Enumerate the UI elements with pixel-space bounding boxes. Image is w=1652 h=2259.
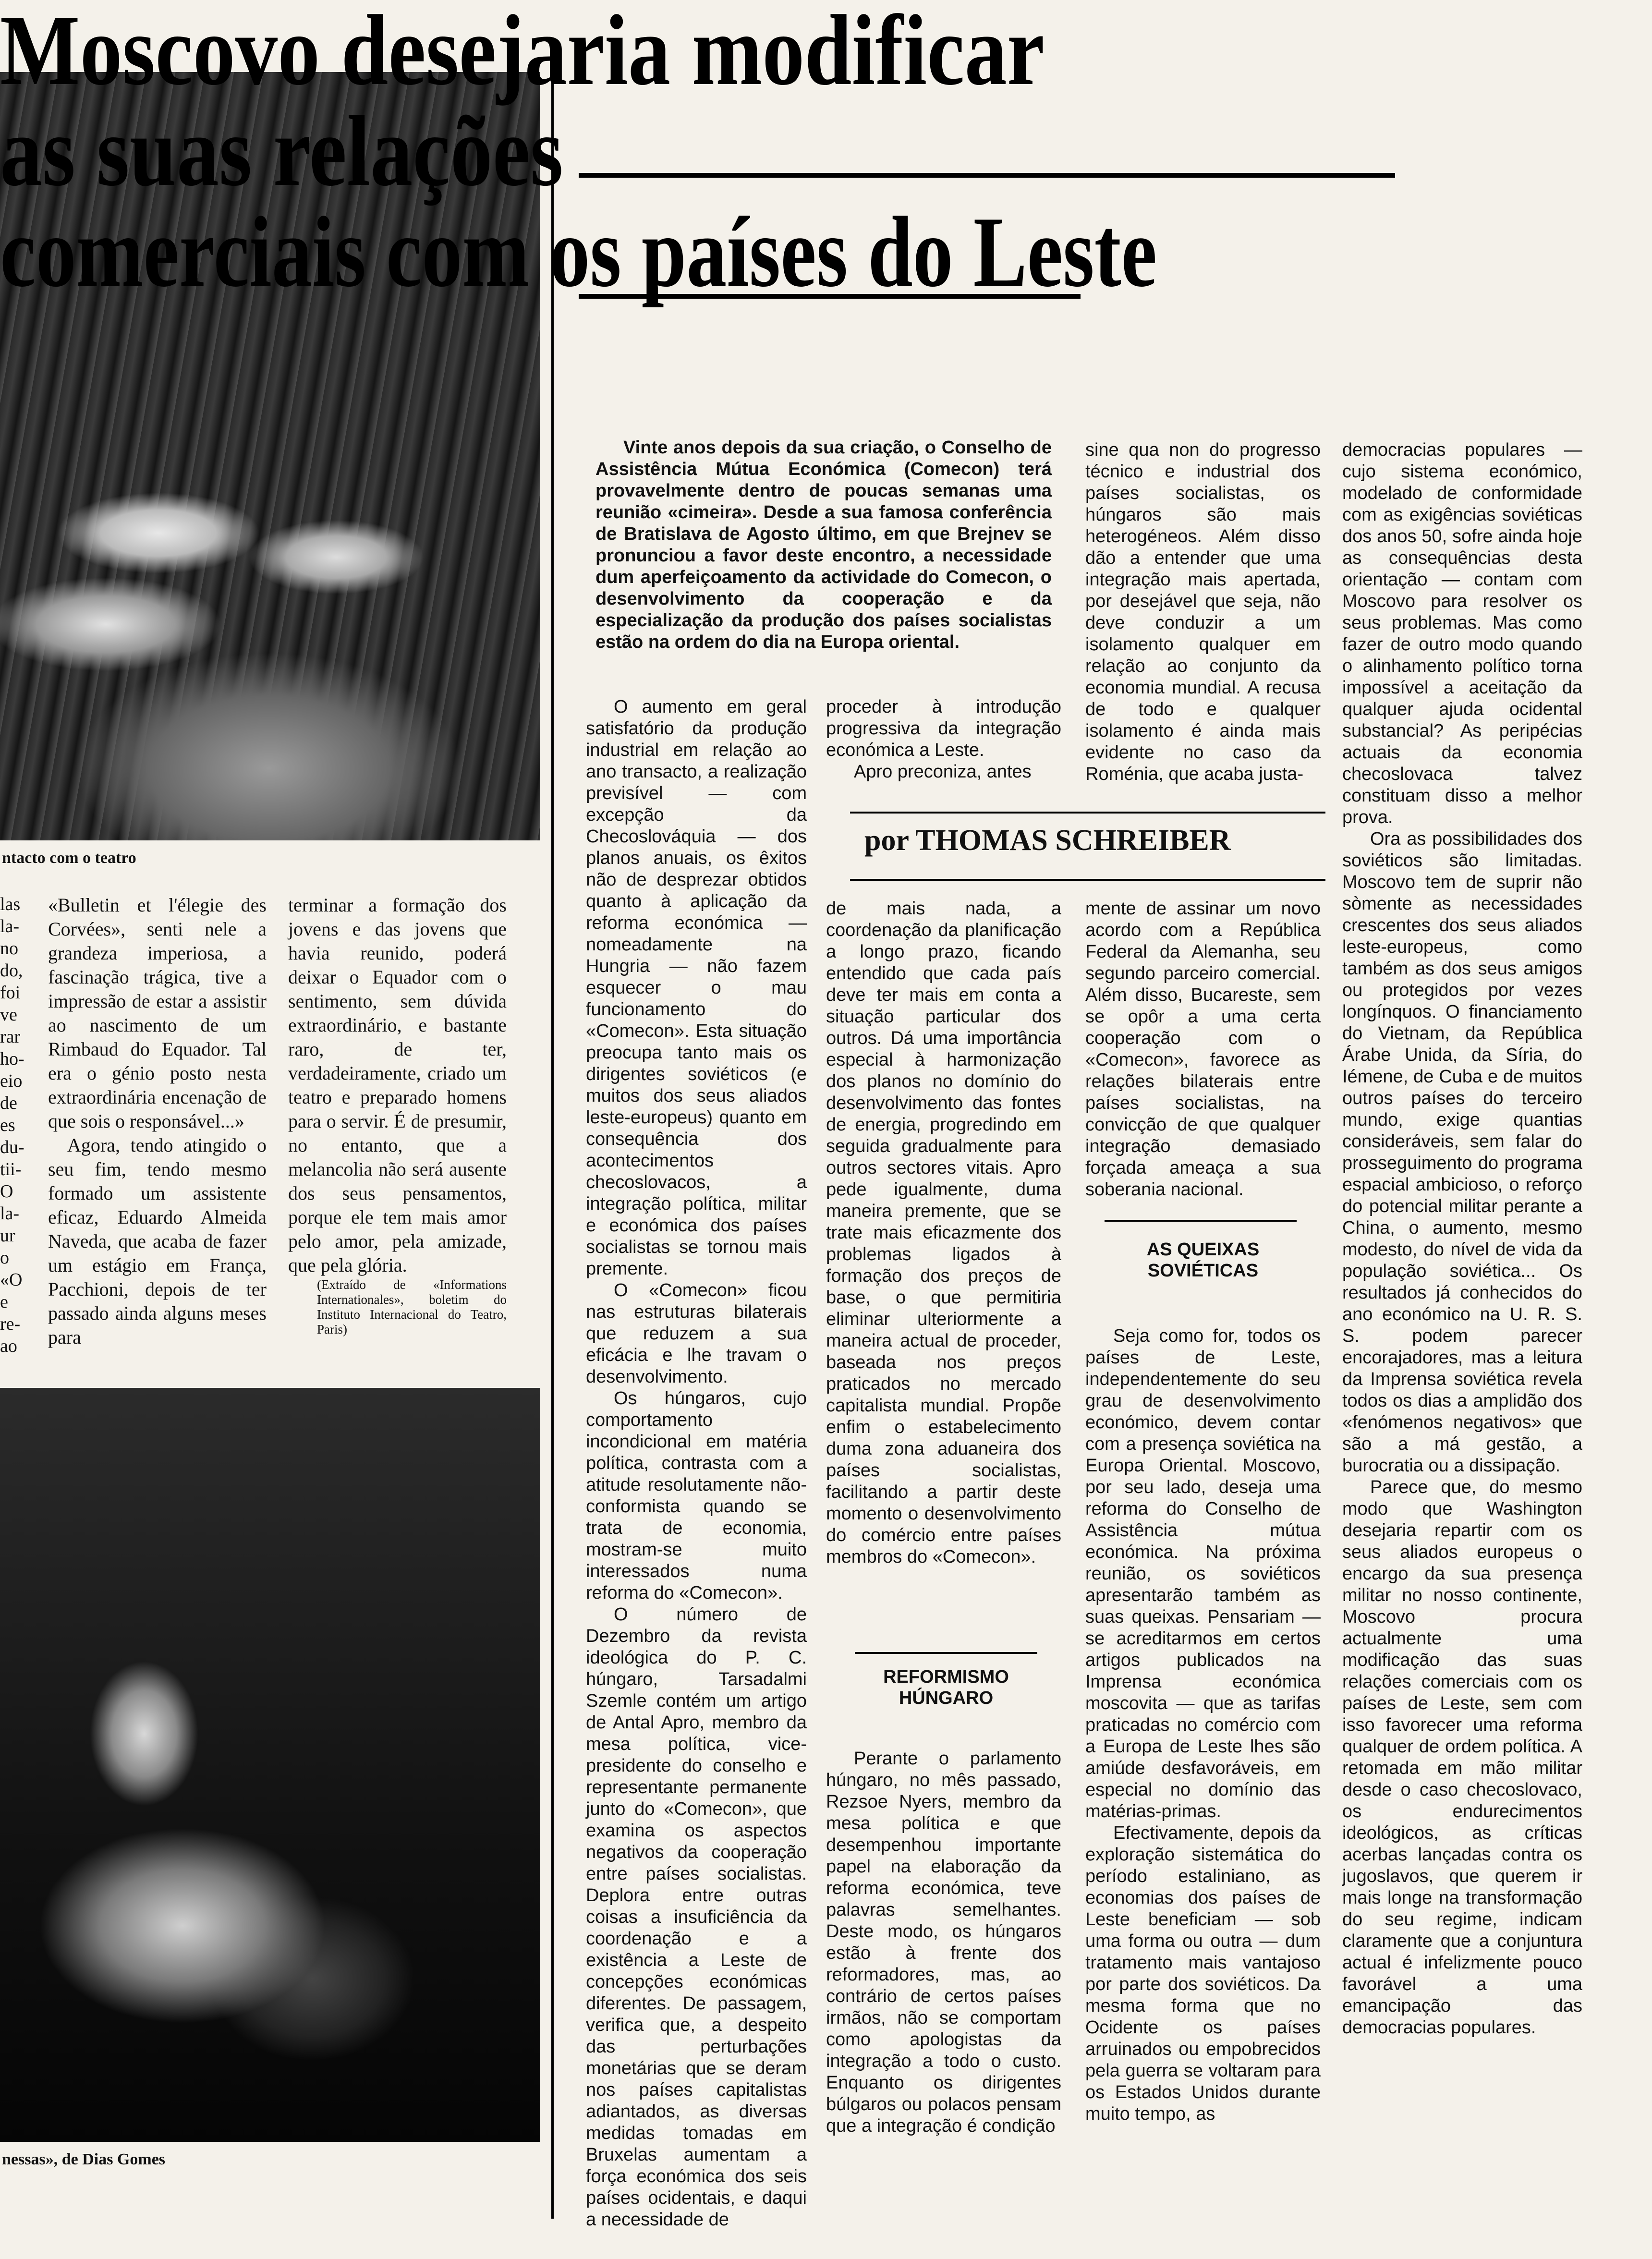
edge-fragment: foi [0,983,21,1003]
edge-fragment: ur [0,1226,15,1246]
col-a-p4: O número de Dezembro da revista ideológica do P. C. húngaro, Tarsadalmi Szemle contém um artigo de Antal Apro, membro da mesa política, vice-presidente do conselho e representante permanente junto do «Comecon», que examina os aspectos negativos da cooperação entre países socialistas. Deplora entre outras coisas a insuficiência da coordenação e a existência a Leste de concepções económicas diferentes. De passagem, verifica que, a despeito das perturbações monetárias que se deram nos países capitalistas adiantados, as diversas medidas tomadas em Bruxelas aumentam a força económica dos seis países ocidentais, e daqui a necessidade de [586,1604,807,2230]
col-d-p1: democracias populares — cujo sistema económico, modelado de conformidade com as exigências soviéticas dos anos 50, sofre ainda hoje as consequências desta orientação — contam com Moscovo para resolver os seus problemas. Mas como fazer de outro modo quando o alinhamento político torna impossível a aceitação da qualquer ajuda ocidental substancial? As peripécias actuais da economia checoslovaca talvez constituam disso a melhor prova. [1342,440,1582,827]
edge-fragment: tii- [0,1159,22,1179]
subhead-queixas: AS QUEIXAS SOVIÉTICAS [1146,1239,1260,1281]
left-story-col2-p1: terminar a formação dos jovens e das jovens que havia reunido, poderá deixar o Equador com o sentimento, sem dúvida extraordinário, e bastante raro, de ter, verdadeiramente, criado um teatro e preparado homens para o servir. É de presumir, no entanto, que a melancolia não será ausente dos seus pensamentos, porque ele tem mais amor pelo amor, pela amizade, que pela glória. [288,894,507,1276]
edge-fragment: ho- [0,1049,24,1069]
col-b-p1: de mais nada, a coordenação da planificação a longo prazo, ficando entendido que cada país deve ter mais em conta a situação particular dos outros. Dá uma importância especial à harmonização dos planos no domínio do desenvolvimento das fontes de energia, progredindo em seguida gradualmente para outros sectores vitais. Apro pede igualmente, duma maneira premente, que se trate mais eficazmente dos problemas ligados à formação dos preços de base, o que permitiria eliminar ulteriormente a maneira actual de proceder, baseada nos preços praticados no mercado capitalista mundial. Propõe enfim o estabelecimento duma zona aduaneira dos países socialistas, facilitando a partir deste momento o desenvolvimento do comércio entre países membros do «Comecon». [826,899,1061,1567]
col-c-p2: Seja como for, todos os países de Leste, independentemente do seu grau de desenvolvimento económico, devem contar com a presença soviética na Europa Oriental. Moscovo, por seu lado, deseja uma reforma do Conselho de Assistência mútua económica. Na próxima reunião, os soviéticos apresentarão também as suas queixas. Pensariam — se acreditarmos em certos artigos publicados na Imprensa económica moscovita — que as tarifas praticadas no comércio com a Europa de Leste lhes são amiúde desfavoráveis, em especial no domínio das matérias-primas. [1085,1326,1321,1822]
col-d-p3: Parece que, do mesmo modo que Washington desejaria repartir com os seus aliados europeus o encargo da sua presença militar no nosso continente, Moscovo procura actualmente uma modificação das suas relações comerciais com os países de Leste, sem com isso favorecer uma reforma qualquer de ordem política. A retomada em mão militar desde o caso checoslovaco, os endurecimentos ideológicos, as críticas acerbas lançadas contra os jugoslavos, que querem ir mais longe na transformação do seu regime, indicam claramente que a conjuntura actual é infelizmente pouco favorável a uma emancipação das democracias populares. [1342,1477,1582,2038]
edge-fragment: de [0,1093,17,1113]
article-lede-text: Vinte anos depois da sua criação, o Conselho de Assistência Mútua Económica (Comecon) terá provavelmente dentro de poucas semanas uma reunião «cimeira». Desde a sua famosa conferência de Bratislava de Agosto último, em que Brejnev se pronunciou a favor deste encontro, a necessidade dum aperfeiçoamento da actividade do Comecon, o desenvolvimento da cooperação e da especialização da produção dos países socialistas estão na ordem do dia na Europa oriental. [595,437,1052,652]
subhead-reformismo: REFORMISMO HÚNGARO [883,1667,1009,1708]
column-divider [551,72,554,2219]
edge-fragment: eio [0,1071,23,1091]
edge-fragment: rar [0,1027,21,1047]
article-lede [595,437,1052,720]
headline-line-1: Moscovo desejaria modificar [0,0,1045,106]
col-b-p2: Perante o parlamento húngaro, no mês passado, Rezsoe Nyers, membro da mesa política e que desempenhou importante papel na elaboração da reforma económica, teve palavras semelhantes. Deste modo, os húngaros estão à frente dos reformadores, mas, ao contrário de certos países irmãos, não se comportam como apologistas da integração a todo o custo. Enquanto os dirigentes búlgaros ou polacos pensam que a integração é condição [826,1749,1061,2136]
article-col-b-bottom [826,1748,1061,2199]
subhead-queixas-rule [1105,1220,1297,1222]
col-a-p2: O «Comecon» ficou nas estruturas bilaterais que reduzem a sua eficácia e lhe travam o desenvolvimento. [586,1280,807,1387]
photo-bottom-caption: nessas», de Dias Gomes [2,2150,166,2168]
left-story-col1-p1: «Bulletin et l'élegie des Corvées», senti nele a grandeza imperiosa, a fascinação trágica, tive a impressão de estar a assistir ao nascimento de um Rimbaud do Equador. Tal era o génio posto nesta extraordinária encenação de que sois o responsável...» [48,894,267,1132]
article-byline: por THOMAS SCHREIBER [864,824,1231,857]
edge-fragment: las [0,894,21,914]
col-c-p3: Efectivamente, depois da exploração sistemática do período estaliniano, as economias dos países de Leste beneficiam — sob uma forma ou outra — dum tratamento mais vantajoso por parte dos soviéticos. Da mesma forma que no Ocidente os países arruinados ou empobrecidos pela guerra se voltaram para os Estados Unidos durante muito tempo, as [1085,1823,1321,2124]
byline-rule-bottom [850,879,1325,881]
edge-fragment: re- [0,1314,21,1334]
left-story-col1-p2: Agora, tendo atingido o seu fim, tendo mesmo formado um assistente eficaz, Eduardo Almeida Naveda, que acaba de fazer um estágio em França, Pacchioni, depois de ter passado ainda alguns meses para [48,1134,267,1348]
left-edge-fragments [0,893,38,1364]
article-col-c-top [1085,439,1321,785]
edge-fragment: la- [0,916,20,936]
edge-fragment: o [0,1248,9,1268]
edge-fragment: la- [0,1203,20,1224]
left-story-col2 [288,893,507,1276]
edge-fragment: ve [0,1005,17,1025]
left-story-col1 [48,893,267,1359]
article-col-b-top [826,696,1061,783]
col-a-p1: O aumento em geral satisfatório da produção industrial em relação ao ano transacto, a realização previsível — com excepção da Checoslováquia — dos planos anuais, os êxitos não de desprezar obtidos quanto à aplicação da reforma económica — nomeadamente na Hungria — não fazem esquecer o mau funcionamento do «Comecon». Esta situação preocupa tanto mais os dirigentes soviéticos (e muitos dos seus aliados leste-europeus) quanto em consequência dos acontecimentos checoslovacos, a integração política, militar e económica dos países socialistas se tornou mais premente. [586,697,807,1279]
edge-fragment: no [0,938,18,959]
photo-top-caption: ntacto com o teatro [2,849,136,867]
col-b-top-p2: Apro preconiza, antes [854,762,1032,782]
article-col-c-bottom [1085,1325,1321,2199]
left-story-source: (Extraído de «Informations Internationales», boletim do Instituto Internacional do Teatro, Paris) [317,1277,507,1336]
article-col-a [586,696,807,2230]
edge-fragment: ao [0,1336,17,1356]
col-a-p3: Os húngaros, cujo comportamento incondicional em matéria política, contrasta com a atitude resolutamente não-conformista quando se trata de economia, mostram-se muito interessados numa reforma do «Comecon». [586,1388,807,1603]
article-col-b [826,898,1061,1638]
article-col-d [1342,439,1582,2207]
subhead-reformismo-rule [855,1652,1037,1654]
edge-fragment: «O [0,1270,23,1290]
headline-line-2: as suas relações [0,96,563,207]
col-d-p2: Ora as possibilidades dos soviéticos são limitadas. Moscovo tem de suprir não sòmente as necessidades crescentes dos seus aliados leste-europeus, como também as dos seus amigos ou protegidos por vezes longínquos. O financiamento do Vietnam, da República Árabe Unida, da Síria, do Iémene, de Cuba e de muitos outros países do terceiro mundo, exige quantias consideráveis, sem falar do prosseguimento do programa espacial ambicioso, o reforço do potencial militar perante a China, o aumento, mesmo modesto, do nível de vida da população soviética... Os resultados já conhecidos do ano económico na U. R. S. S. podem parecer encorajadores, mas a leitura da Imprensa soviética revela todos os dias a amplidão dos «fenómenos negativos» que são a má gestão, a burocratia ou a dissipação. [1342,829,1582,1476]
byline-rule-top [850,812,1325,814]
col-b-top-p1: proceder à introdução progressiva da integração económica a Leste. [826,697,1061,760]
col-c-p1: mente de assinar um novo acordo com a República Federal da Alemanha, seu segundo parceiro comercial. Além disso, Bucareste, sem se opôr a uma certa cooperação com o «Comecon», favorece as relações bilaterais entre países socialistas, na convicção de que qualquer integração demasiado forçada ameaça a sua soberania nacional. [1085,899,1321,1200]
edge-fragment: do, [0,960,23,981]
col-c-top-p1: sine qua non do progresso técnico e industrial dos países socialistas, os húngaros são mais heterogéneos. Além disso dão a entender que uma integração mais apertada, por desejável que seja, não deve conduzir a um isolamento qualquer em relação ao conjunto da economia mundial. A recusa de todo e qualquer isolamento é ainda mais evidente no caso da Roménia, que acaba justa- [1085,440,1321,784]
edge-fragment: es [0,1115,15,1135]
article-col-c [1085,898,1321,1215]
edge-fragment: du- [0,1137,24,1157]
edge-fragment: O [0,1181,13,1202]
photo-actress [0,1388,540,2142]
headline-line-3: comerciais com os países do Leste [0,196,1157,308]
edge-fragment: e [0,1292,8,1312]
